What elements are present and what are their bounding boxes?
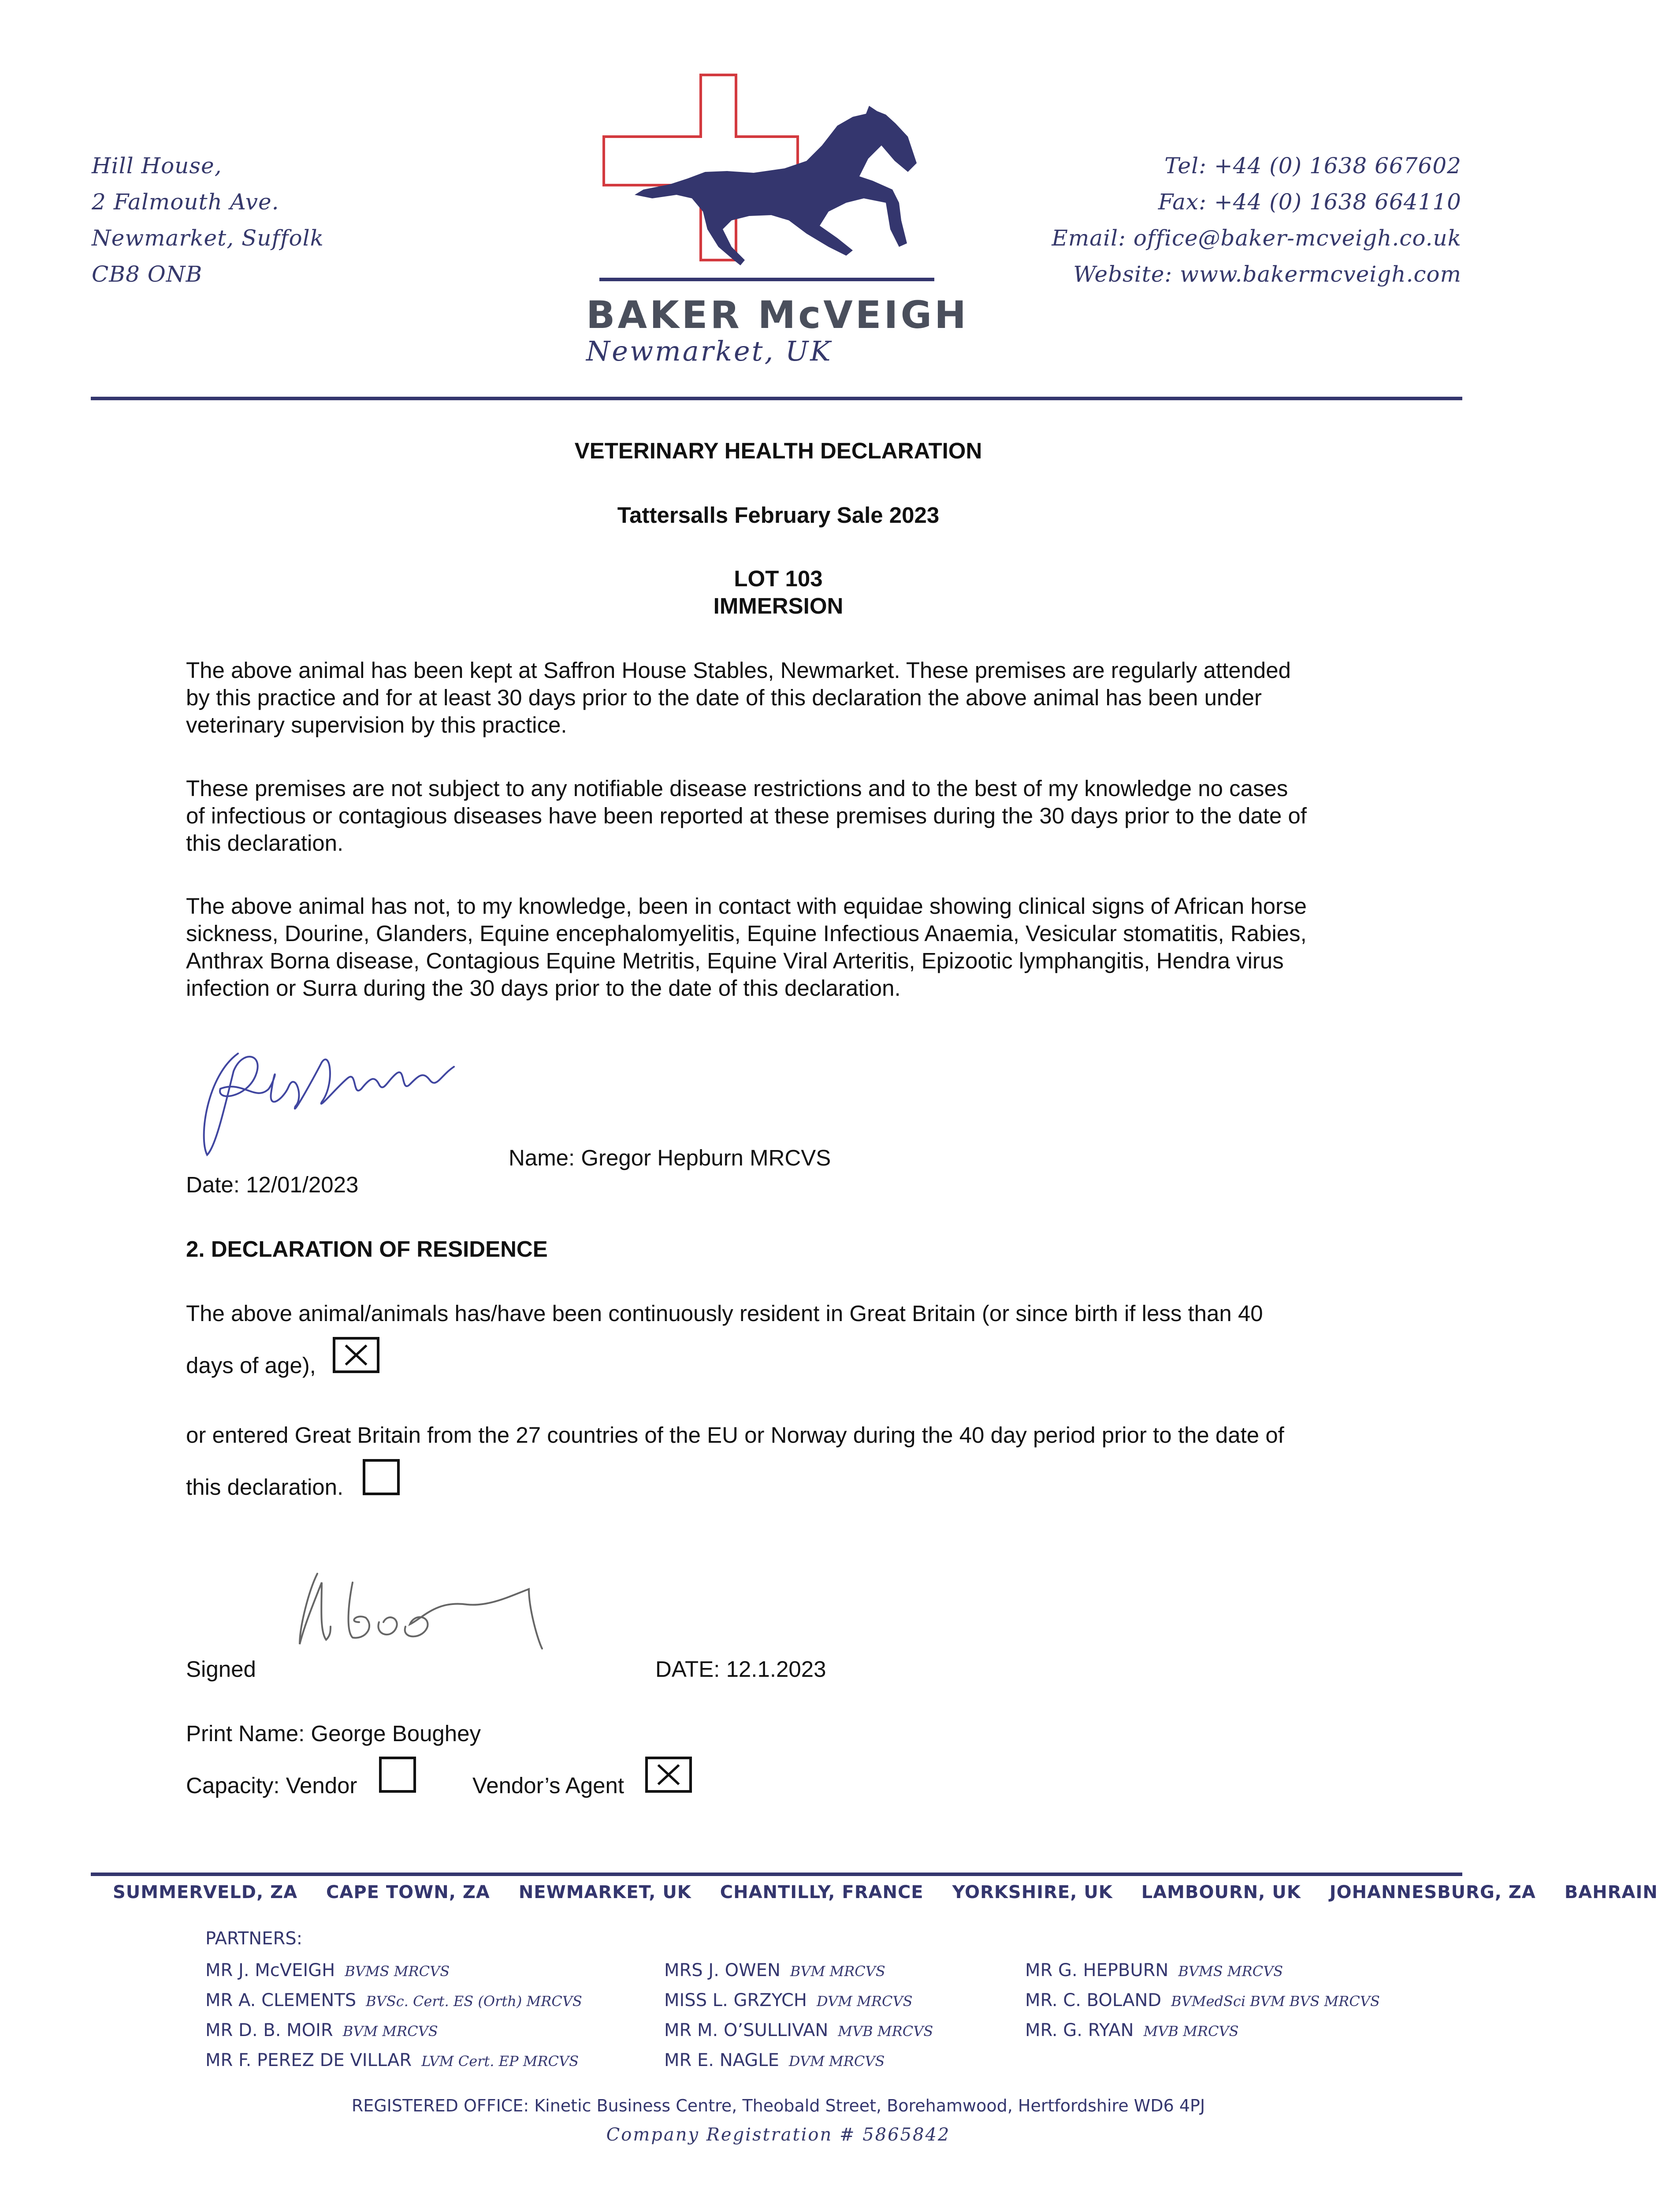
text-line: Anthrax Borna disease, Contagious Equine Metritis, Equine Viral Arteritis, Epizootic lymphangitis, Hendra virus: [186, 948, 1284, 973]
partner-entry: [205, 2020, 438, 2040]
contact-line: Email: office@baker-mcveigh.co.uk: [1052, 225, 1461, 251]
partner-entry: [664, 2050, 885, 2070]
text-line: sickness, Dourine, Glanders, Equine encephalomyelitis, Equine Infectious Anaemia, Vesicular stomatitis, Rabies,: [186, 921, 1307, 946]
vet-date: Date: 12/01/2023: [186, 1172, 359, 1197]
text-line: The above animal has been kept at Saffron House Stables, Newmarket. These premises are regularly attended: [186, 658, 1291, 683]
capacity-vendor-label: Capacity: Vendor: [186, 1773, 357, 1798]
signature-date: DATE: 12.1.2023: [655, 1657, 826, 1682]
checked-x-icon: [648, 1759, 689, 1790]
galloping-horse-icon: [635, 106, 917, 265]
partner-quals: BVMS MRCVS: [345, 1963, 450, 1980]
entered-checkbox[interactable]: [363, 1459, 400, 1495]
partner-name: MR J. McVEIGH: [205, 1960, 335, 1981]
location: CHANTILLY, FRANCE: [720, 1882, 924, 1902]
resident-checkbox[interactable]: [333, 1337, 379, 1373]
partner-entry: [205, 2050, 579, 2070]
partner-entry: [205, 1960, 450, 1981]
location: SUMMERVELD, ZA: [113, 1882, 298, 1902]
contact-line: Fax: +44 (0) 1638 664110: [1158, 189, 1461, 215]
text-line: this declaration.: [186, 830, 344, 856]
location: YORKSHIRE, UK: [952, 1882, 1113, 1902]
address-line: 2 Falmouth Ave.: [92, 189, 279, 215]
text-line: of infectious or contagious diseases have been reported at these premises during the 30 days prior to the date of: [186, 803, 1307, 828]
contact-line: Website: www.bakermcveigh.com: [1073, 261, 1461, 287]
residence-option-entered: [186, 1422, 1284, 1501]
contact-line: Tel: +44 (0) 1638 667602: [1164, 153, 1461, 179]
partner-entry: [1025, 1990, 1380, 2010]
location: JOHANNESBURG, ZA: [1329, 1882, 1536, 1902]
vendor-checkbox[interactable]: [379, 1757, 416, 1793]
address-line: Newmarket, Suffolk: [92, 225, 324, 251]
partner-quals: DVM MRCVS: [816, 1993, 913, 2010]
premises-paragraph: [186, 657, 1291, 739]
disease-paragraph: [186, 775, 1307, 857]
partner-quals: BVM MRCVS: [790, 1963, 885, 1980]
company-registration: Company Registration # 5865842: [606, 2125, 951, 2145]
checked-x-icon: [335, 1340, 377, 1370]
print-name: Print Name: George Boughey: [186, 1721, 481, 1746]
vendors-agent-checkbox[interactable]: [645, 1757, 692, 1793]
partner-name: MRS J. OWEN: [664, 1960, 781, 1981]
location: NEWMARKET, UK: [518, 1882, 691, 1902]
text-line: These premises are not subject to any notifiable disease restrictions and to the best of my knowledge no cases: [186, 776, 1288, 801]
lot-number: LOT 103: [734, 566, 823, 591]
text-line: The above animal/animals has/have been continuously resident in Great Britain (or since birth if less than 40: [186, 1301, 1263, 1326]
red-cross-icon: [604, 75, 798, 260]
document-title: VETERINARY HEALTH DECLARATION: [574, 438, 982, 463]
location: LAMBOURN, UK: [1141, 1882, 1301, 1902]
text-line: days of age),: [186, 1353, 316, 1378]
partner-name: MR E. NAGLE: [664, 2050, 779, 2070]
address-line: CB8 ONB: [92, 261, 203, 287]
text-line: infection or Surra during the 30 days prior to the date of this declaration.: [186, 975, 901, 1001]
partner-entry: [205, 1990, 582, 2010]
brand-name: BAKER McVEIGH: [586, 293, 969, 337]
partner-name: MR F. PEREZ DE VILLAR: [205, 2050, 412, 2070]
practice-contact: [1052, 148, 1461, 292]
location: CAPE TOWN, ZA: [326, 1882, 490, 1902]
partner-quals: LVM Cert. EP MRCVS: [421, 2053, 579, 2070]
office-locations: [113, 1882, 1680, 1902]
partner-name: MR M. O’SULLIVAN: [664, 2020, 829, 2040]
partner-name: MR D. B. MOIR: [205, 2020, 333, 2040]
text-line: this declaration.: [186, 1474, 344, 1500]
horse-name: IMMERSION: [713, 593, 844, 618]
partner-name: MR. C. BOLAND: [1025, 1990, 1162, 2010]
partner-quals: DVM MRCVS: [788, 2053, 885, 2070]
partner-quals: BVMedSci BVM BVS MRCVS: [1171, 1993, 1380, 2010]
text-line: veterinary supervision by this practice.: [186, 712, 567, 737]
address-line: Hill House,: [92, 153, 222, 179]
vendor-signature: [282, 1556, 661, 1662]
text-line: The above animal has not, to my knowledge, been in contact with equidae showing clinical signs of African horse: [186, 894, 1307, 919]
brand-location: Newmarket, UK: [586, 335, 833, 367]
partner-entry: [664, 1990, 912, 2010]
partner-quals: BVM MRCVS: [342, 2023, 438, 2040]
logo-rule: [599, 278, 934, 281]
text-line: or entered Great Britain from the 27 countries of the EU or Norway during the 40 day period prior to the date of: [186, 1422, 1284, 1448]
partner-name: MR. G. RYAN: [1025, 2020, 1134, 2040]
partner-quals: MVB MRCVS: [1143, 2023, 1239, 2040]
partner-entry: [1025, 1960, 1283, 1981]
location: BAHRAIN: [1564, 1882, 1658, 1902]
partner-entry: [1025, 2020, 1239, 2040]
partner-name: MR A. CLEMENTS: [205, 1990, 357, 2010]
sale-name: Tattersalls February Sale 2023: [617, 503, 940, 528]
vendors-agent-label: Vendor’s Agent: [472, 1773, 624, 1798]
contact-paragraph: [186, 893, 1307, 1002]
residence-heading: 2. DECLARATION OF RESIDENCE: [186, 1236, 548, 1262]
footer-divider: [91, 1873, 1462, 1876]
header-divider: [91, 397, 1462, 400]
vet-name: Name: Gregor Hepburn MRCVS: [509, 1145, 831, 1170]
partner-name: MISS L. GRZYCH: [664, 1990, 807, 2010]
practice-address: [92, 148, 324, 292]
registered-office: REGISTERED OFFICE: Kinetic Business Centre, Theobald Street, Borehamwood, Hertfordshire WD6 4PJ: [351, 2096, 1205, 2115]
partner-entry: [664, 2020, 933, 2040]
partner-quals: BVMS MRCVS: [1178, 1963, 1283, 1980]
signed-label: Signed: [186, 1657, 256, 1682]
partner-quals: BVSc. Cert. ES (Orth) MRCVS: [366, 1993, 582, 2010]
partner-name: MR G. HEPBURN: [1025, 1960, 1169, 1981]
text-line: by this practice and for at least 30 days prior to the date of this declaration the above animal has been under: [186, 685, 1262, 710]
partner-entry: [664, 1960, 885, 1981]
partners-heading: PARTNERS:: [205, 1928, 303, 1949]
partner-quals: MVB MRCVS: [838, 2023, 933, 2040]
horse-cross-logo: [599, 71, 934, 300]
vet-signature: [190, 1036, 489, 1168]
